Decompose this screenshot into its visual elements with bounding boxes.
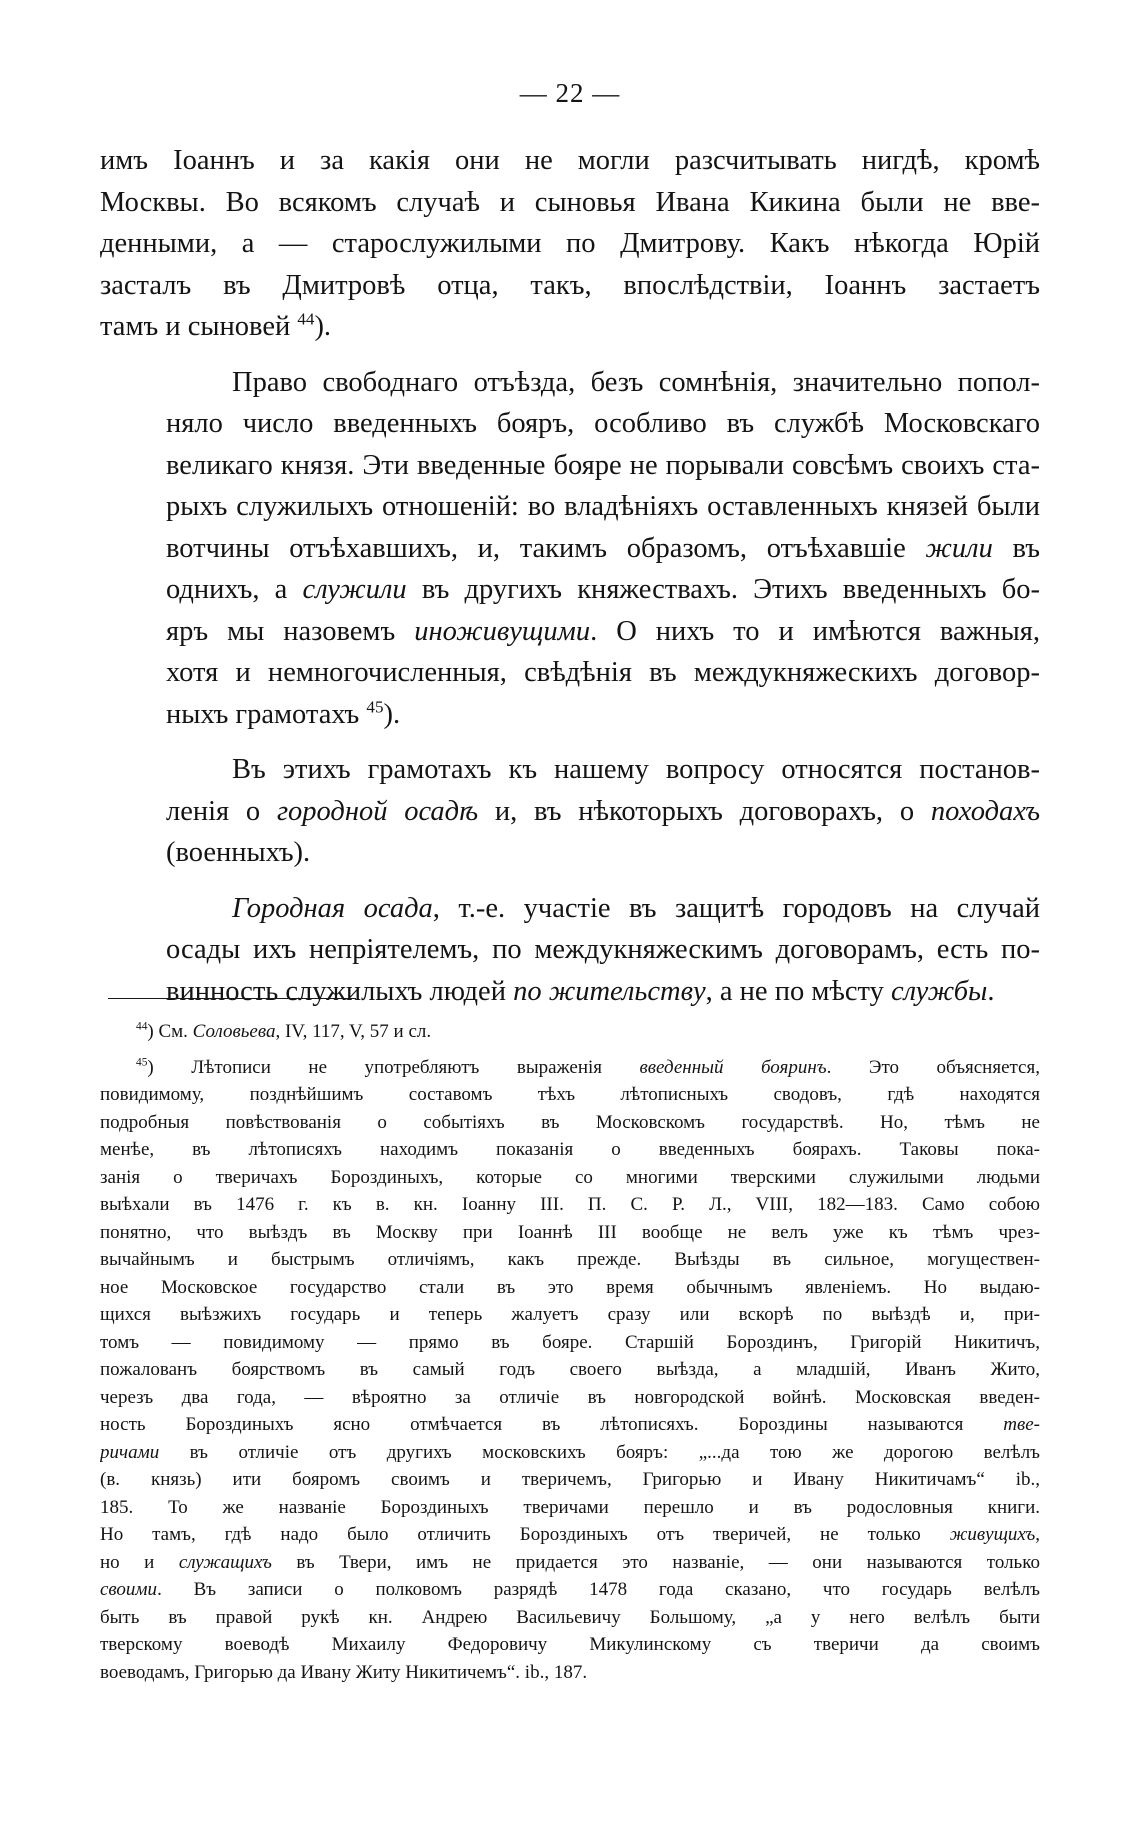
text-line: Москвы. Во всякомъ случаѣ и сыновья Ивана Кикина были не вве-: [100, 186, 1040, 218]
footnote-line: пожалованъ боярствомъ въ самый годъ своего выѣзда, а младшій, Иванъ Жито,: [100, 1359, 1040, 1380]
text-line: засталъ въ Дмитровѣ отца, такъ, впослѣдствіи, Іоаннъ застаетъ: [100, 269, 1040, 301]
text-line: денными, а — старослужилыми по Дмитрову. Какъ нѣкогда Юрій: [100, 228, 1040, 259]
footnote-line: быть въ правой рукѣ кн. Андрею Васильевичу Большому, „а у него велѣлъ быти: [100, 1606, 1040, 1628]
footnote-line: своими. Въ записи о полковомъ разрядѣ 1478 года сказано, что государь велѣлъ: [100, 1579, 1040, 1600]
text-line: рыхъ служилыхъ отношеній: во владѣніяхъ оставленныхъ князей были: [166, 491, 1040, 522]
text-line: великаго князя. Эти введенные бояре не порывали совсѣмъ своихъ ста-: [166, 449, 1040, 481]
footnote-line: но и служащихъ въ Твери, имъ не придается это названіе, — они называются только: [100, 1551, 1040, 1573]
footnote-marker: 45: [136, 1056, 148, 1069]
text-line: однихъ, а служили въ другихъ княжествахъ. Этихъ введенныхъ бо-: [166, 574, 1040, 605]
footnote-line: томъ — повидимому — прямо въ бояре. Старшій Бороздинъ, Григорій Никитичъ,: [100, 1331, 1040, 1353]
footnotes: [100, 1018, 1040, 1686]
text-line: ленія о городной осадѣ и, въ нѣкоторыхъ договорахъ, о походахъ: [166, 795, 1040, 827]
footnote-marker: 44: [136, 1020, 148, 1033]
footnote-line: подробныя повѣствованія о событіяхъ въ Московскомъ государствѣ. Но, тѣмъ не: [100, 1111, 1040, 1133]
text-line: имъ Іоаннъ и за какія они не могли разсчитывать нигдѣ, кромѣ: [100, 145, 1040, 176]
text-line: няло число введенныхъ бояръ, особливо въ службѣ Московскаго: [166, 408, 1040, 439]
text-line: Въ этихъ грамотахъ къ нашему вопросу относятся постанов-: [232, 754, 1040, 785]
paragraph: [100, 140, 1040, 348]
text-line: винность служилыхъ людей по жительству, а не по мѣсту службы.: [166, 975, 995, 1007]
text-line: вотчины отъѣхавшихъ, и, такимъ образомъ, отъѣхавшіе жили въ: [166, 532, 1041, 564]
footnote-line: воеводамъ, Григорью да Ивану Житу Никитичемъ“. ib., 187.: [100, 1661, 588, 1683]
footnote-line: повидимому, позднѣйшимъ составомъ тѣхъ лѣтописныхъ сводовъ, гдѣ находятся: [100, 1084, 1040, 1105]
footnote-line: менѣе, въ лѣтописяхъ находимъ показанія о введенныхъ боярахъ. Таковы пока-: [100, 1139, 1040, 1160]
footnote: [100, 1054, 1040, 1687]
footnote-divider: [108, 998, 356, 999]
paragraph: [100, 888, 1040, 1013]
footnote-line: выѣхали въ 1476 г. къ в. кн. Іоанну III. П. С. Р. Л., VIII, 182—183. Само собою: [100, 1194, 1040, 1215]
footnote-line: черезъ два года, — вѣроятно за отличіе въ новгородской войнѣ. Московская введен-: [100, 1386, 1040, 1408]
main-text: [100, 140, 1040, 1012]
text-line: яръ мы назовемъ иноживущими. О нихъ то и имѣются важныя,: [166, 615, 1040, 647]
text-line: (военныхъ).: [166, 837, 311, 868]
footnote-line: 185. То же названіе Бороздиныхъ тверичами перешло и въ родословныя книги.: [100, 1496, 1040, 1518]
paragraph: [100, 749, 1040, 874]
text-line: Городная осада, т.-е. участіе въ защитѣ городовъ на случай: [232, 892, 1041, 924]
footnote-line: (в. князь) ити бояромъ своимъ и тверичемъ, Григорью и Ивану Никитичамъ“ ib.,: [100, 1469, 1040, 1490]
footnote-reference: 44: [297, 309, 315, 329]
footnote-line: ричами въ отличіе отъ другихъ московскихъ бояръ: „...да тою же дорогою велѣлъ: [100, 1441, 1040, 1463]
text-line: хотя и немногочисленныя, свѣдѣнія въ междукняжескихъ договор-: [166, 657, 1040, 688]
footnote-line: $^{44}$) См. Соловьева, IV, 117, V, 57 и сл.: [136, 1020, 432, 1042]
footnote: [100, 1018, 1040, 1046]
text-line: Право свободнаго отъѣзда, безъ сомнѣнія, значительно попол-: [232, 366, 1040, 398]
footnote-line: вычайнымъ и быстрымъ отличіямъ, какъ прежде. Выѣзды въ сильное, могуществен-: [100, 1249, 1040, 1270]
footnote-line: Но тамъ, гдѣ надо было отличить Бороздиныхъ отъ тверичей, не только живущихъ,: [100, 1524, 1040, 1545]
footnote-reference: 45: [366, 697, 384, 716]
footnote-line: ность Бороздиныхъ ясно отмѣчается въ лѣтописяхъ. Бороздины называются тве-: [100, 1414, 1040, 1435]
page-number: — 22 —: [519, 78, 621, 108]
footnote-line: тверскому воеводѣ Михаилу Федоровичу Микулинскому съ тверичи да своимъ: [100, 1634, 1040, 1655]
text-line: ныхъ грамотахъ $^{45}$).: [166, 697, 401, 730]
footnote-line: ное Московское государство стали въ это время обычнымъ явленіемъ. Но выдаю-: [100, 1276, 1040, 1298]
paragraph: [100, 362, 1040, 736]
footnote-line: щихся выѣзжихъ государь и теперь жалуетъ сразу или вскорѣ по выѣздѣ и, при-: [100, 1304, 1040, 1325]
text-line: тамъ и сыновей $^{44}$).: [100, 309, 332, 342]
text-line: осады ихъ непріятелемъ, по междукняжескимъ договорамъ, есть по-: [166, 934, 1040, 965]
footnote-line: $^{45}$) Лѣтописи не употребляютъ выраженія введенный бояринъ. Это объясняется,: [136, 1056, 1040, 1078]
footnote-line: понятно, что выѣздъ въ Москву при Іоаннѣ III вообще не велъ уже къ тѣмъ чрез-: [100, 1221, 1040, 1243]
footnote-line: занія о тверичахъ Бороздиныхъ, которые со многими тверскими служилыми людьми: [100, 1166, 1040, 1188]
